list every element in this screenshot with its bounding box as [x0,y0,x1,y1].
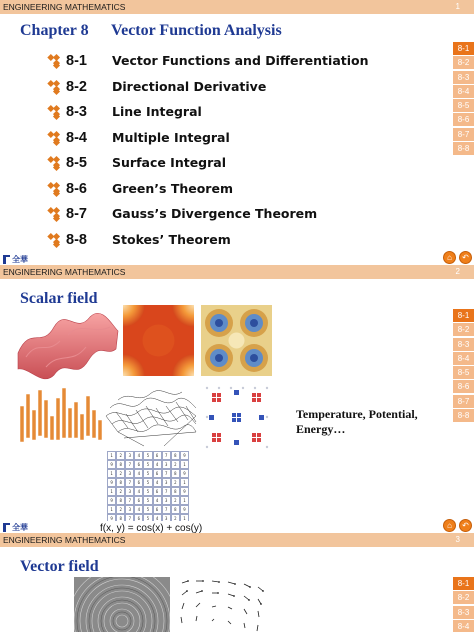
section-tab[interactable]: 8-7 [453,395,474,408]
toc-title: Stokes’ Theorem [112,231,231,247]
section-tab[interactable]: 8-2 [453,323,474,336]
header-label: ENGINEERING MATHEMATICS [3,535,126,545]
toc-title: Line Integral [112,104,202,119]
formula-text: f(x, y) = cos(x) + cos(y) [100,523,203,533]
home-icon[interactable]: ⌂ [443,519,456,532]
toc-item-8-2[interactable] [49,76,267,98]
section-nav [453,42,474,156]
back-icon[interactable]: ↶ [459,251,472,264]
section-tab[interactable]: 8-3 [453,338,474,351]
section-tab[interactable]: 8-4 [453,352,474,365]
diamond-bullet-icon [49,182,63,196]
section-tab[interactable]: 8-6 [453,113,474,126]
toc-number: 8-3 [66,104,87,120]
section-tab[interactable]: 8-1 [453,42,474,55]
logo-text: 全華 [12,523,28,532]
toc-number: 8-8 [66,231,87,248]
chapter-label: Chapter 8 [20,22,89,39]
diamond-bullet-icon [49,54,63,68]
logo-mark-icon [3,255,10,264]
logo-text: 全華 [12,255,28,264]
diamond-bullet-icon [49,105,63,119]
vector-field-swirl-image [74,577,170,632]
diamond-bullet-icon [49,207,63,221]
section-tab[interactable]: 8-2 [453,591,474,604]
back-icon[interactable]: ↶ [459,519,472,532]
toc-item-8-5[interactable] [49,152,227,174]
diamond-bullet-icon [49,233,63,247]
section-tab[interactable]: 8-8 [453,409,474,422]
section-tab[interactable]: 8-7 [453,128,474,141]
scalar-field-caption [296,407,418,437]
toc-title: Gauss’s Divergence Theorem [112,206,318,221]
slide-2 [0,265,474,533]
slide-title: Vector field [20,558,99,575]
section-tab[interactable]: 8-1 [453,309,474,322]
section-tab[interactable]: 8-1 [453,577,474,590]
toc-item-8-3[interactable] [49,101,202,123]
toc-item-8-8[interactable] [49,229,231,251]
slide-title: Scalar field [20,290,98,307]
toc-item-8-4[interactable] [49,127,230,149]
page-number: 2 [455,267,460,276]
toc-number: 8-7 [66,206,87,222]
section-tab[interactable]: 8-5 [453,99,474,112]
toc-number: 8-5 [66,155,87,171]
section-tab[interactable]: 8-5 [453,366,474,379]
page-number: 1 [455,2,460,11]
contour-map-image [201,305,272,376]
diamond-bullet-icon [49,156,63,170]
toc-number: 8-6 [66,180,87,197]
diamond-bullet-icon [49,131,63,145]
caption-line: Temperature, Potential, [296,407,418,421]
slide-1 [0,0,474,265]
dot-matrix-image [201,382,272,453]
surface-plot-image [16,305,120,385]
toc-title: Green’s Theorem [112,180,233,196]
caption-line: Energy… [296,422,346,436]
header-label: ENGINEERING MATHEMATICS [3,2,126,12]
section-tab[interactable]: 8-4 [453,620,474,632]
toc-item-8-6[interactable] [49,178,233,200]
toc-title: Directional Derivative [112,78,267,94]
diamond-bullet-icon [49,80,63,94]
bar-plot-3d-image [16,380,106,452]
page-number: 3 [455,535,460,544]
toc-number: 8-1 [66,53,87,69]
heatmap-image [123,305,194,376]
section-tab[interactable]: 8-3 [453,606,474,619]
section-tab[interactable]: 8-2 [453,56,474,69]
toc-title: Multiple Integral [112,129,230,145]
section-tab[interactable]: 8-8 [453,142,474,155]
header-bar [0,265,474,279]
toc-title: Surface Integral [112,155,227,170]
logo-mark-icon [3,523,10,532]
header-bar [0,533,474,547]
toc-item-8-7[interactable] [49,203,318,225]
publisher-logo [3,254,28,265]
mesh-plot-image [104,382,198,448]
section-nav [453,577,474,632]
section-tab[interactable]: 8-3 [453,71,474,84]
section-nav [453,309,474,423]
toc-item-8-1[interactable] [49,50,369,72]
toc-number: 8-4 [66,129,87,146]
vector-field-arrows-image [176,577,270,632]
header-label: ENGINEERING MATHEMATICS [3,267,126,277]
chapter-title: Vector Function Analysis [111,22,282,39]
header-bar [0,0,474,14]
toc-title: Vector Functions and Differentiation [112,53,369,68]
section-tab[interactable]: 8-4 [453,85,474,98]
toc-number: 8-2 [66,78,87,95]
publisher-logo [3,522,28,533]
slide-3 [0,533,474,632]
value-table-image: 1 2 3 4 5 6 7 8 9 9 8 7 6 5 4 3 2 1 1 2 3 4 5 6 7 8 9 9 8 7 6 5 4 3 2 1 1 2 3 4 5 6 7 8 9 9 8 7 6 5 4 3 2 1 1 2 3 4 5 6 7 8 9 9 8 7 6 5 4 3 2 1 [107,451,189,521]
home-icon[interactable]: ⌂ [443,251,456,264]
section-tab[interactable]: 8-6 [453,380,474,393]
